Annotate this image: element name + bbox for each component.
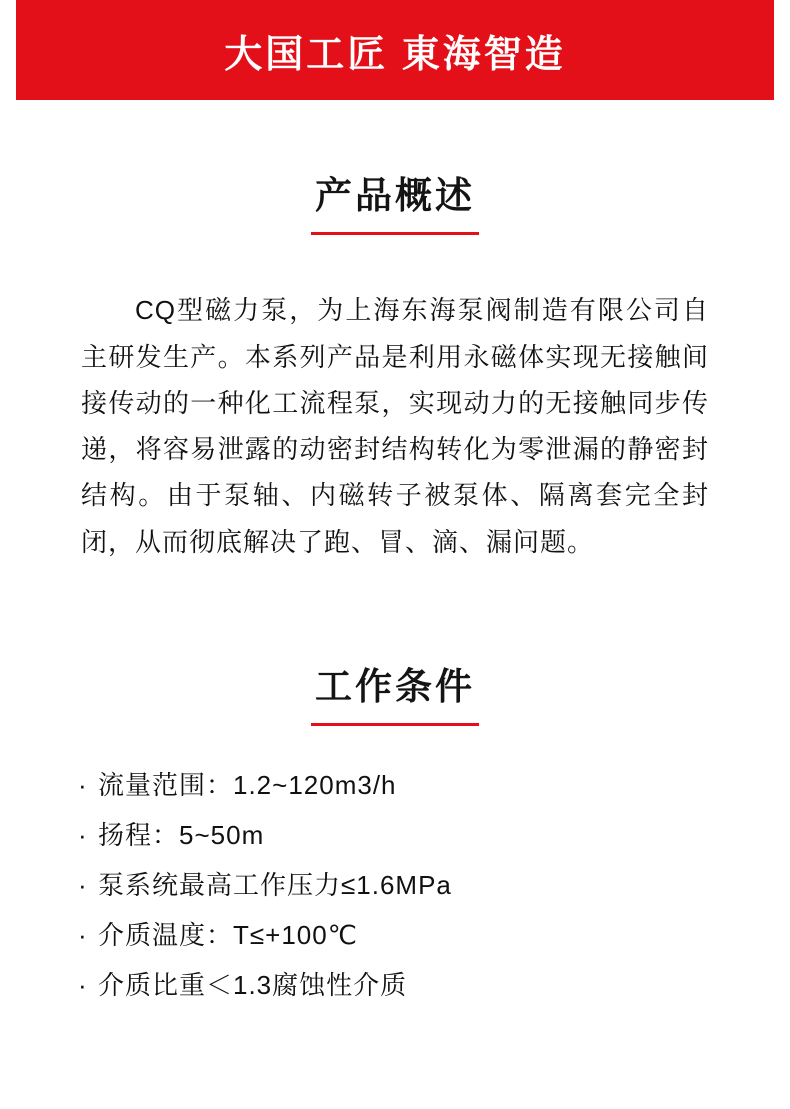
list-item-label: 介质温度：T≤+100℃ — [98, 920, 358, 951]
list-item — [0, 820, 790, 851]
banner-right-margin — [774, 0, 790, 100]
bullet-icon: · — [78, 820, 88, 851]
list-item-label: 介质比重＜1.3腐蚀性介质 — [98, 970, 408, 1001]
conditions-list — [0, 770, 790, 1001]
list-item-label: 泵系统最高工作压力≤1.6MPa — [98, 870, 452, 901]
overview-paragraph — [81, 287, 709, 565]
list-item — [0, 970, 790, 1001]
list-item — [0, 870, 790, 901]
banner-left-margin — [0, 0, 16, 100]
list-item — [0, 920, 790, 951]
list-item-label: 流量范围：1.2~120m3/h — [98, 770, 397, 801]
bullet-icon: · — [78, 770, 88, 801]
bullet-icon: · — [78, 870, 88, 901]
overview-heading-block — [0, 174, 790, 235]
conditions-title: 工作条件 — [315, 665, 475, 707]
banner-title: 大国工匠 東海智造 — [224, 33, 566, 76]
list-item — [0, 770, 790, 801]
overview-underline — [311, 232, 479, 235]
section-working-conditions — [0, 665, 790, 1001]
bullet-icon: · — [78, 970, 88, 1001]
spacer-above-conditions — [0, 565, 790, 665]
spacer-above-overview — [0, 100, 790, 174]
overview-paragraph-text: CQ型磁力泵，为上海东海泵阀制造有限公司自主研发生产。本系列产品是利用永磁体实现无接触间接传动的一种化工流程泵，实现动力的无接触同步传递，将容易泄露的动密封结构转化为零泄漏的静密封结构。由于泵轴、内磁转子被泵体、隔离套完全封闭，从而彻底解决了跑、冒、滴、漏问题。 — [81, 295, 709, 557]
bullet-icon: · — [78, 920, 88, 951]
list-item-label: 扬程：5~50m — [98, 820, 265, 851]
conditions-heading-block — [0, 665, 790, 726]
conditions-underline — [311, 723, 479, 726]
top-banner — [0, 0, 790, 100]
overview-title: 产品概述 — [315, 175, 475, 216]
section-product-overview — [0, 174, 790, 565]
